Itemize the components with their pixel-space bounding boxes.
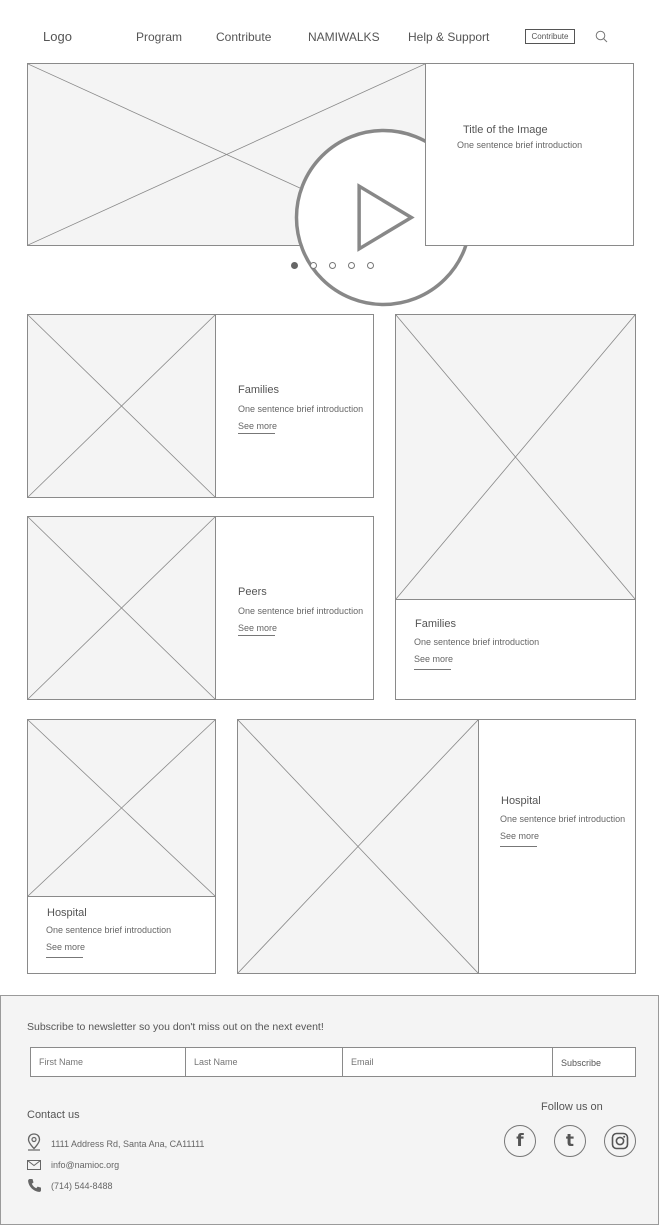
nav-item-namiwalks[interactable]: NAMIWALKS [308,30,380,44]
link-underline [500,846,537,847]
carousel-dot[interactable] [310,262,317,269]
card-subtitle: One sentence brief introduction [46,925,172,935]
logo[interactable]: Logo [43,29,72,44]
card-families [215,314,374,498]
link-underline [238,635,275,636]
contact-phone[interactable]: (714) 544-8488 [51,1181,113,1191]
contact-heading: Contact us [27,1109,80,1121]
contact-email[interactable]: info@namioc.org [51,1160,120,1170]
hero-subtitle: One sentence brief introduction [457,140,583,150]
card-title: Hospital [47,907,87,919]
search-icon[interactable] [595,30,608,43]
card-image-placeholder [27,719,216,897]
carousel-dot[interactable] [329,262,336,269]
location-pin-icon [27,1133,41,1151]
card-subtitle: One sentence brief introduction [238,606,364,616]
carousel-dot[interactable] [348,262,355,269]
facebook-icon[interactable] [504,1125,536,1157]
newsletter-heading: Subscribe to newsletter so you don't miss out on the next event! [27,1021,324,1033]
contribute-button[interactable]: Contribute [525,29,575,44]
hero-image-placeholder[interactable] [27,63,426,246]
nav-item-help-support[interactable]: Help & Support [408,30,490,44]
card-families-tall [395,599,636,700]
hero-caption-panel [425,63,634,246]
card-subtitle: One sentence brief introduction [500,814,626,824]
card-image-placeholder [27,516,216,700]
card-image-placeholder [27,314,216,498]
card-image-placeholder [395,314,636,600]
card-title: Families [415,618,456,630]
carousel-dot[interactable] [367,262,374,269]
card-image-placeholder [237,719,479,974]
nav-item-contribute[interactable]: Contribute [216,30,272,44]
see-more-link[interactable]: See more [238,623,278,633]
link-underline [238,433,275,434]
card-subtitle: One sentence brief introduction [238,404,364,414]
nav-item-program[interactable]: Program [136,30,183,44]
card-peers [215,516,374,700]
see-more-link[interactable]: See more [238,421,278,431]
phone-icon [27,1178,42,1193]
instagram-icon[interactable] [604,1125,636,1157]
image-placeholder-cross [28,720,215,896]
first-name-field[interactable] [30,1047,186,1077]
mail-icon [27,1160,41,1170]
card-title: Peers [238,586,267,598]
last-name-field[interactable] [185,1047,343,1077]
instagram-glyph [611,1132,629,1150]
card-hospital [27,896,216,974]
see-more-link[interactable]: See more [414,654,454,664]
hero-title: Title of the Image [463,124,548,136]
follow-us-heading: Follow us on [541,1101,603,1113]
twitter-icon[interactable] [554,1125,586,1157]
card-subtitle: One sentence brief introduction [414,637,540,647]
link-underline [414,669,451,670]
link-underline [46,957,83,958]
card-hospital-wide [478,719,636,974]
image-placeholder-cross [396,315,635,599]
facebook-glyph: f [516,1131,524,1151]
see-more-link[interactable]: See more [46,942,86,952]
header [0,0,659,60]
twitter-glyph: t [565,1131,575,1151]
image-placeholder-cross [28,517,215,699]
carousel-dot[interactable] [291,262,298,269]
card-title: Families [238,384,279,396]
image-placeholder-cross [238,720,478,973]
image-placeholder-cross [28,315,215,497]
subscribe-button[interactable]: Subscribe [552,1047,636,1077]
email-field[interactable] [342,1047,553,1077]
card-title: Hospital [501,795,541,807]
see-more-link[interactable]: See more [500,831,540,841]
contact-address: 1111 Address Rd, Santa Ana, CA11111 [51,1139,205,1149]
